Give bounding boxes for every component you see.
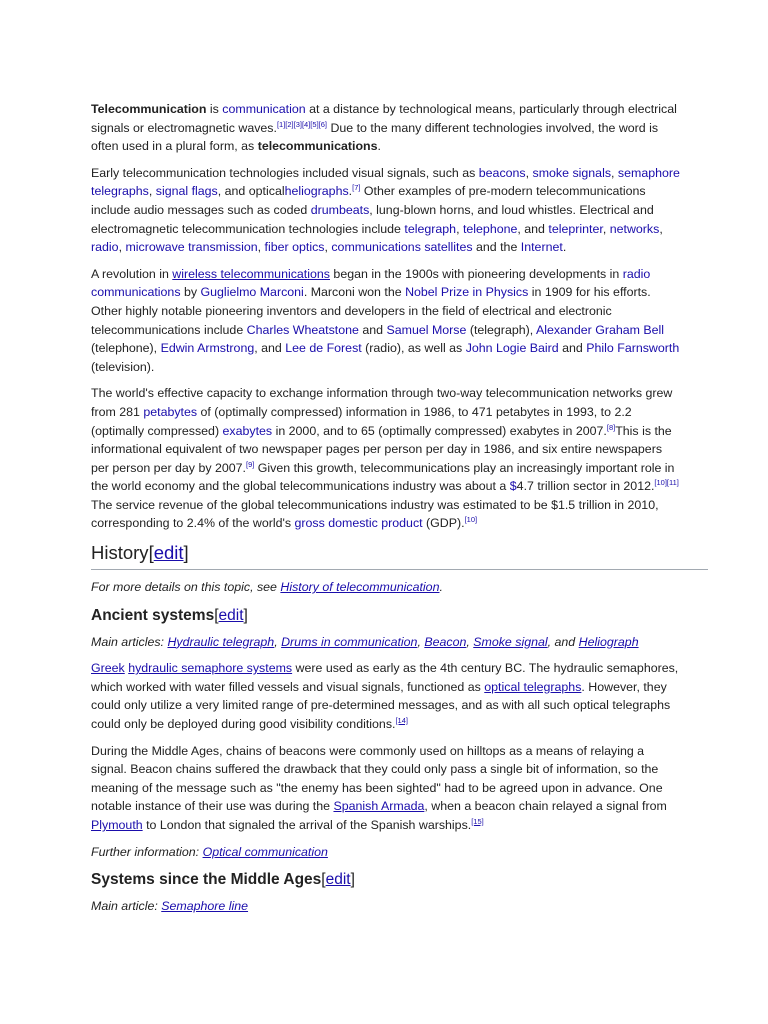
ref-1-6[interactable]: [1][2][3][4][5][6] (276, 119, 327, 129)
link-exabytes[interactable]: exabytes (222, 423, 273, 438)
text: , (118, 240, 126, 255)
text: Main articles: (91, 634, 168, 649)
link-semaphore-line[interactable]: Semaphore line (161, 899, 249, 914)
link-wheatstone[interactable]: Charles Wheatstone (246, 322, 359, 337)
text: . (348, 184, 353, 199)
heading-text: Ancient systems (91, 606, 215, 624)
link-radio[interactable]: radio (91, 240, 119, 255)
text: (GDP). (422, 516, 465, 531)
text: A revolution in (91, 266, 173, 281)
link-heliograph[interactable]: Heliograph (578, 634, 639, 649)
link-nobel-prize[interactable]: Nobel Prize in Physics (405, 285, 529, 300)
text: , (525, 165, 533, 180)
link-greek[interactable]: Greek (91, 661, 125, 676)
link-optical-communication[interactable]: Optical communication (202, 844, 328, 859)
intro-paragraph (91, 100, 681, 156)
link-baird[interactable]: John Logie Baird (465, 341, 559, 356)
bracket: [ (214, 606, 219, 624)
text: . (377, 139, 381, 154)
bracket: [ (148, 542, 154, 564)
text: (radio), as well as (361, 341, 466, 356)
text: . However, they could only utilize a very limited range of pre-determined messages, and as with all such optical telegraphs could only be deployed during good visibility conditions. (91, 679, 671, 732)
text: , (659, 221, 663, 236)
text: by (180, 285, 201, 300)
ancient-systems-heading (91, 605, 681, 627)
link-semaphore-telegraphs[interactable]: semaphore telegraphs (91, 165, 680, 199)
ref-14[interactable]: [14] (395, 715, 408, 725)
text: and (358, 322, 387, 337)
text: and the (472, 240, 521, 255)
link-marconi[interactable]: Guglielmo Marconi (200, 285, 304, 300)
link-spanish-armada[interactable]: Spanish Armada (333, 799, 425, 814)
link-gdp[interactable]: gross domestic product (294, 516, 423, 531)
text: , and optical (217, 184, 285, 199)
bracket: ] (350, 871, 355, 889)
text: , and (254, 341, 286, 356)
link-armstrong[interactable]: Edwin Armstrong (160, 341, 255, 356)
ref-10[interactable]: [10] (464, 515, 478, 525)
link-optical-telegraphs[interactable]: optical telegraphs (484, 679, 582, 694)
edit-link[interactable]: edit (325, 871, 351, 889)
link-microwave-transmission[interactable]: microwave transmission (125, 240, 258, 255)
link-hydraulic-semaphore-systems[interactable]: hydraulic semaphore systems (128, 661, 293, 676)
heading-text: Systems since the Middle Ages (91, 871, 322, 889)
link-teleprinter[interactable]: teleprinter (548, 221, 603, 236)
ref-10-11[interactable]: [10][11] (654, 478, 679, 488)
text: Early telecommunication technologies included visual signals, such as (91, 165, 479, 180)
bracket: [ (321, 871, 326, 889)
link-farnsworth[interactable]: Philo Farnsworth (586, 341, 680, 356)
text: Other examples of pre-modern telecommunications include audio messages such as coded (91, 184, 646, 217)
link-signal-flags[interactable]: signal flags (155, 184, 218, 199)
text: Main article: (91, 899, 162, 914)
bracket: ] (183, 542, 189, 564)
text: (television). (91, 359, 155, 374)
history-hatnote (91, 578, 681, 597)
link-morse[interactable]: Samuel Morse (386, 322, 467, 337)
link-fiber-optics[interactable]: fiber optics (264, 240, 325, 255)
text: in 1909 for his efforts. Other highly notable pioneering inventors and developers in the field of electrical and electronic telecommunications include (91, 285, 651, 337)
greek-paragraph (91, 659, 681, 733)
text: (telegraph), (466, 322, 536, 337)
link-bell[interactable]: Alexander Graham Bell (535, 322, 665, 337)
text: (telephone), (91, 341, 161, 356)
middle-ages-heading (91, 869, 681, 891)
text: 4.7 trillion sector in 2012. (516, 479, 655, 494)
article-content (91, 100, 681, 924)
link-smoke-signal[interactable]: Smoke signal (473, 634, 548, 649)
link-drumbeats[interactable]: drumbeats (310, 202, 370, 217)
text: were used as early as the 4th century BC. The hydraulic semaphores, which worked with water filled vessels and visual signals, functioned as (91, 661, 679, 694)
text: . (562, 240, 567, 255)
middle-ages-hatnote (91, 897, 681, 916)
early-tech-paragraph (91, 164, 681, 257)
text: began in the 1900s with pioneering developments in (329, 266, 623, 281)
link-internet[interactable]: Internet (520, 240, 563, 255)
link-beacons[interactable]: beacons (478, 165, 526, 180)
link-dollar[interactable]: $ (509, 479, 517, 494)
ref-9[interactable]: [9] (246, 459, 255, 469)
text: During the Middle Ages, chains of beacons were commonly used on hilltops as a means of relaying a signal. Beacon chains suffered the drawback that they could only pass a single bit of information, so the meaning of the message such as "the enemy has been sighted" had to be agreed upon in advance. One notable instance of their use was during the (91, 743, 663, 814)
link-hydraulic-telegraph[interactable]: Hydraulic telegraph (167, 634, 275, 649)
text: at a distance by technological means, particularly through electrical signals or electromagnetic waves. (91, 102, 677, 135)
link-wireless-telecommunications[interactable]: wireless telecommunications (172, 266, 330, 281)
middle-ages-paragraph (91, 742, 681, 835)
text: , (466, 634, 474, 649)
link-drums-in-communication[interactable]: Drums in communication (281, 634, 418, 649)
history-heading (91, 541, 708, 570)
text: in 2000, and to 65 (optimally compressed) exabytes in 2007. (272, 423, 607, 438)
capacity-paragraph (91, 384, 681, 533)
text: of (optimally compressed) information in 1986, to 471 petabytes in 1993, to 2.2 (optimally compressed) (91, 404, 632, 438)
text: Further information: (91, 844, 203, 859)
ancient-hatnote (91, 633, 681, 652)
text: , (274, 634, 282, 649)
text: , (611, 165, 618, 180)
link-petabytes[interactable]: petabytes (143, 404, 198, 419)
bracket: ] (243, 606, 248, 624)
text: The service revenue of the global telecommunications industry was estimated to be $1.5 trillion in 2010, corresponding to 2.4% of the world's (91, 497, 659, 531)
ref-7[interactable]: [7] (352, 183, 361, 193)
ref-8[interactable]: [8] (606, 422, 616, 432)
text: Due to the many different technologies involved, the word is often used in a plural form, as (91, 120, 659, 154)
text: . (439, 580, 443, 595)
text: and (558, 341, 587, 356)
link-telegraph[interactable]: telegraph (404, 221, 457, 236)
text: , (324, 240, 332, 255)
ref-15[interactable]: [15] (471, 816, 484, 826)
text: to London that signaled the arrival of the Spanish warships. (142, 818, 472, 832)
link-radio-communications[interactable]: radio communications (91, 266, 651, 300)
link-communications-satellites[interactable]: communications satellites (331, 240, 473, 255)
link-history-of-telecommunication[interactable]: History of telecommunication (280, 580, 440, 595)
bold-term: Telecommunication (91, 102, 207, 116)
bold-term: telecommunications (257, 139, 378, 154)
text: , (417, 634, 425, 649)
text: , and (547, 634, 579, 649)
revolution-paragraph (91, 265, 681, 377)
text: is (206, 102, 223, 116)
edit-section (214, 607, 248, 624)
text: For more details on this topic, see (91, 580, 281, 595)
link-smoke-signals[interactable]: smoke signals (532, 165, 612, 180)
text: This is the informational equivalent of two newspaper pages per person per day in 1986, and six entire newspapers per person per day by 2007. (91, 423, 672, 475)
link-heliographs[interactable]: heliographs (284, 184, 349, 199)
text: , (257, 240, 265, 255)
text: , (456, 221, 463, 236)
edit-link[interactable]: edit (218, 606, 244, 624)
link-telephone[interactable]: telephone (462, 221, 518, 236)
link-beacon[interactable]: Beacon (424, 634, 467, 649)
edit-link[interactable]: edit (153, 542, 184, 564)
text: , lung-blown horns, and loud whistles. Electrical and electromagnetic telecommunication technologies include (91, 202, 654, 236)
text: , (602, 221, 610, 236)
edit-section (149, 542, 189, 563)
text: , (148, 184, 156, 199)
heading-text: History (91, 542, 149, 564)
link-networks[interactable]: networks (609, 221, 660, 236)
link-communication[interactable]: communication (222, 102, 306, 116)
link-de-forest[interactable]: Lee de Forest (285, 341, 362, 356)
text: , and (517, 221, 549, 236)
text: . Marconi won the (303, 285, 406, 300)
link-plymouth[interactable]: Plymouth (91, 818, 143, 832)
text: , when a beacon chain relayed a signal from (424, 799, 667, 814)
edit-section (321, 871, 355, 888)
text: The world's effective capacity to exchange information through two-way telecommunication networks grew from 281 (91, 386, 673, 419)
text: Given this growth, telecommunications play an increasingly important role in the world economy and the global telecommunications industry was about a (91, 460, 675, 494)
further-info-hatnote (91, 843, 681, 862)
